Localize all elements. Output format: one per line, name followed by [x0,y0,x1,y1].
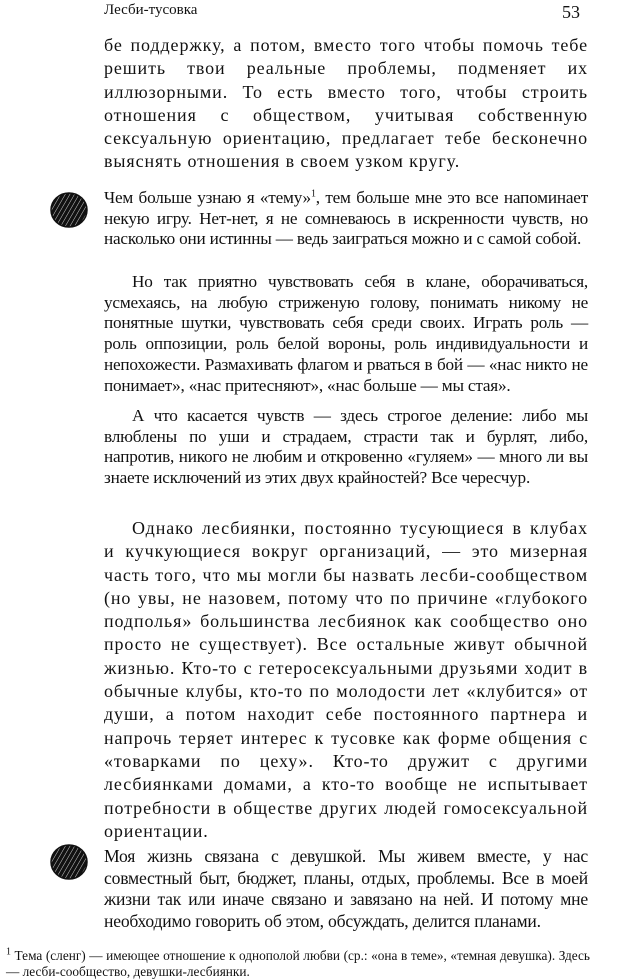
body-paragraph-1: бе поддержку, а потом, вместо того чтобы помочь тебе решить твои реальные проблемы, подменяет их иллюзорными. То есть вместо того, чтобы строить отношения с обществом, учитывая собственную сексуальную ориентацию, предлагает тебе бесконечно выяснять отношения в своем узком кругу. [104,35,588,172]
quote1-paragraph-1 [104,188,588,250]
quote-marker-icon [49,842,89,882]
page-header [104,2,580,24]
footnote-marker: 1 [6,946,11,958]
running-title: Лесби-тусовка [104,2,198,18]
quote-marker-icon [49,190,89,230]
quote1-rest: , тем больше мне это все напоминает некую игру. Нет-нет, я не сомневаюсь в искренности чувств, но насколько они истинны — ведь заиграться можно и с самой собой. [104,188,589,249]
body-paragraph-2: Однако лесбиянки, постоянно тусующиеся в клубах и кучкующиеся вокруг организаций, — это мизерная часть того, что мы могли бы назвать лесби-сообществом (но увы, не назовем, потому что по причине «глубокого подполья» большинства лесбиянок как сообщество оно просто не существует). Все остальные живут обычной жизнью. Кто-то с гетеросексуальными друзьями ходит в обычные клубы, кто-то по молодости лет «клубится» от души, а потом находит себе постоянного партнера и напрочь теряет интерес к тусовке как форме общения с «товарками по цеху». Кто-то дружит с другими лесбиянками домами, а кто-то вообще не испытывает потребности в обществе других людей гомосексуальной ориентации. [104,518,588,841]
footnote [6,948,590,979]
quote2-paragraph: Моя жизнь связана с девушкой. Мы живем вместе, у нас совместный быт, бюджет, планы, отдых, проблемы. Все в моей жизни так или иначе связано и завязано на ней. И потому мне необходимо говорить об этом, обсуждать, делится планами. [104,846,588,931]
page-number: 53 [562,2,580,22]
quote1-paragraph-3: А что касается чувств — здесь строгое деление: либо мы влюблены по уши и страдаем, страсти так и бурлят, либо, напротив, никого не любим и откровенно «гуляем» — много ли вы знаете исключений из этих двух крайностей? Все чересчур. [104,406,588,488]
footnote-ref[interactable]: 1 [310,188,316,200]
quote1-paragraph-2: Но так приятно чувствовать себя в клане, оборачиваться, усмехаясь, на любую стриженую голову, понимать никому не понятные шутки, чувствовать себя среди своих. Играть роль — роль оппозиции, роль белой вороны, роль индивидуальности и непохожести. Размахивать флагом и рваться в бой — «нас никто не понимает», «нас притесняют», «нас больше — мы стая». [104,272,588,395]
footnote-text: Тема (сленг) — имеющее отношение к однополой любви (ср.: «она в теме», «темная девушка). Здесь — лесби-сообщество, девушки-лесбиянки. [6,948,590,979]
quote1-lead: Чем больше узнаю я «тему» [104,188,311,207]
